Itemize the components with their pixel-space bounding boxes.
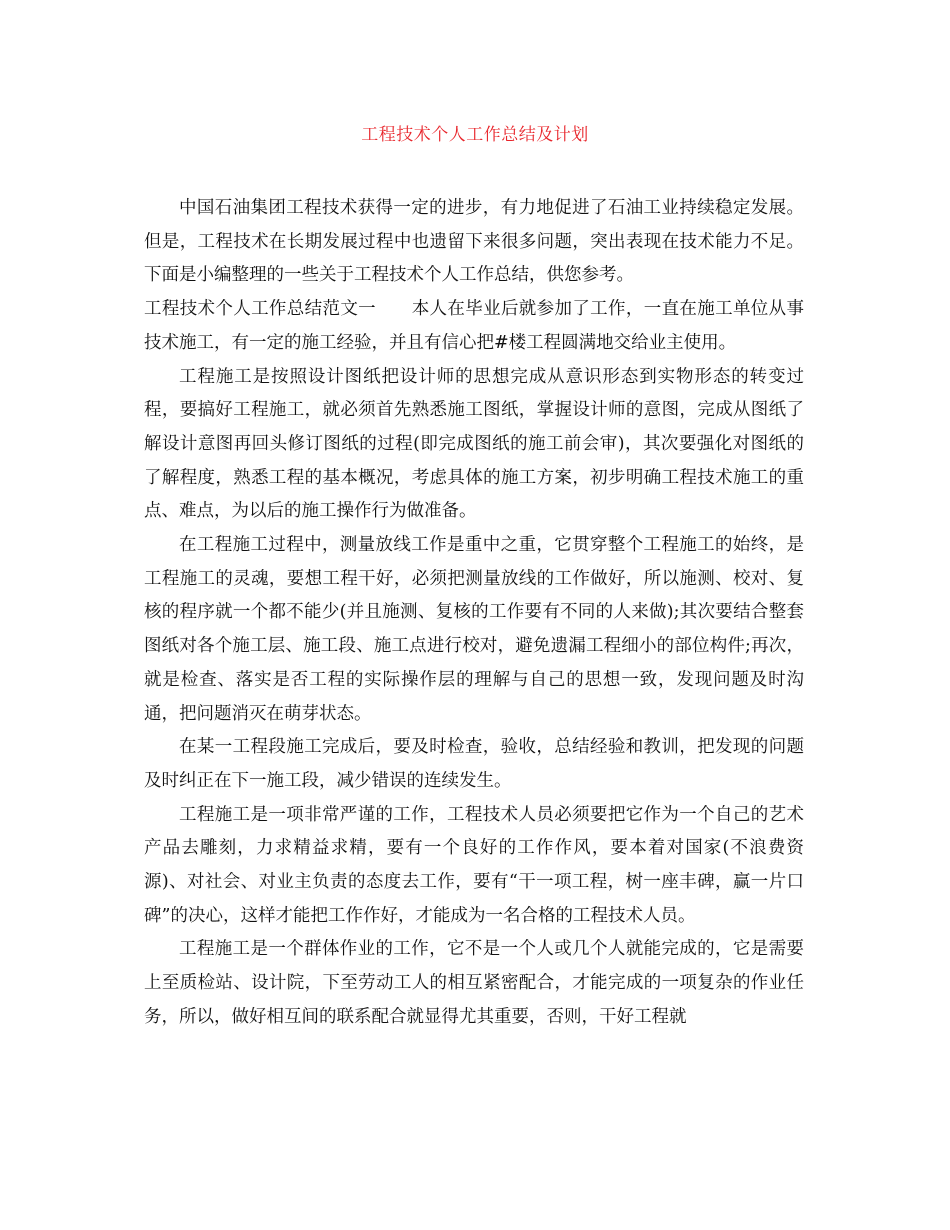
paragraph-sample-heading: 工程技术个人工作总结范文一 本人在毕业后就参加了工作，一直在施工单位从事技术施工，有一定的施工经验，并且有信心把#楼工程圆满地交给业主使用。	[144, 299, 804, 353]
paragraph-rigor: 工程施工是一项非常严谨的工作，工程技术人员必须要把它作为一个自己的艺术产品去雕刻，力求精益求精，要有一个良好的工作作风，要本着对国家(不浪费资源)、对社会、对业主负责的态度去工作，要有“干一项工程，树一座丰碑，赢一片口碑”的决心，这样才能把工作作好，才能成为一名合格的工程技术人员。	[144, 804, 804, 926]
document-body	[144, 192, 804, 1035]
paragraph-intro: 中国石油集团工程技术获得一定的进步，有力地促进了石油工业持续稳定发展。但是，工程技术在长期发展过程中也遗留下来很多问题，突出表现在技术能力不足。下面是小编整理的一些关于工程技术个人工作总结，供您参考。	[144, 198, 804, 286]
paragraph-surveying: 在工程施工过程中，测量放线工作是重中之重，它贯穿整个工程施工的始终，是工程施工的灵魂，要想工程干好，必须把测量放线的工作做好，所以施测、校对、复核的程序就一个都不能少(并且施测、复核的工作要有不同的人来做);其次要结合整套图纸对各个施工层、施工段、施工点进行校对，避免遗漏工程细小的部位构件;再次，就是检查、落实是否工程的实际操作层的理解与自己的思想一致，发现问题及时沟通，把问题消灭在萌芽状态。	[144, 535, 804, 724]
paragraph-drawings: 工程施工是按照设计图纸把设计师的思想完成从意识形态到实物形态的转变过程，要搞好工程施工，就必须首先熟悉施工图纸，掌握设计师的意图，完成从图纸了解设计意图再回头修订图纸的过程(即完成图纸的施工前会审)，其次要强化对图纸的了解程度，熟悉工程的基本概况，考虑具体的施工方案，初步明确工程技术施工的重点、难点，为以后的施工操作行为做准备。	[144, 366, 804, 522]
paragraph-teamwork: 工程施工是一个群体作业的工作，它不是一个人或几个人就能完成的，它是需要上至质检站、设计院，下至劳动工人的相互紧密配合，才能完成的一项复杂的作业任务，所以，做好相互间的联系配合就显得尤其重要，否则，干好工程就	[144, 939, 804, 1027]
paragraph-inspection: 在某一工程段施工完成后，要及时检查，验收，总结经验和教训，把发现的问题及时纠正在下一施工段，减少错误的连续发生。	[144, 737, 804, 791]
document-title: 工程技术个人工作总结及计划	[361, 125, 589, 145]
